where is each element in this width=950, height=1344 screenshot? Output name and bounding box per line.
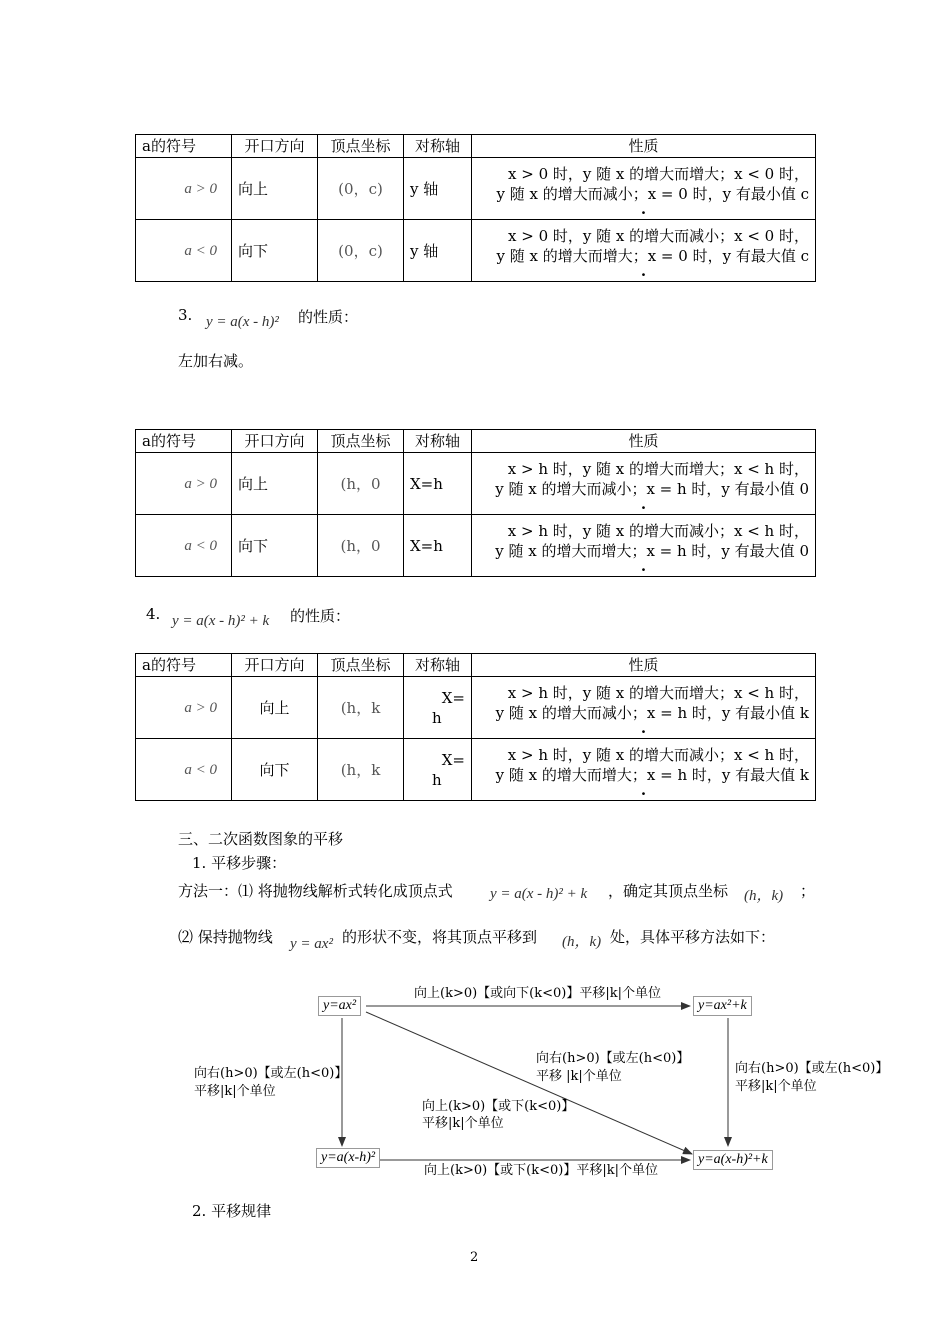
axis-line: h bbox=[432, 708, 442, 727]
vertex-cell: (h，k bbox=[318, 739, 404, 801]
header-axis: 对称轴 bbox=[404, 135, 472, 158]
section-3-number: 3. bbox=[178, 306, 193, 324]
translation-heading: 三、二次函数图象的平移 bbox=[178, 830, 344, 848]
label-left-2: 平移|k|个单位 bbox=[194, 1084, 276, 1099]
label-diagonal-1: 向右(h>0)【或左(h<0)】 bbox=[536, 1051, 690, 1066]
header-direction: 开口方向 bbox=[232, 654, 318, 677]
section-4-formula: y = a(x - h)² + k bbox=[172, 613, 270, 629]
step-2-label: 2. 平移规律 bbox=[192, 1202, 272, 1220]
property-line: x > 0 时，y 随 x 的增大而增大；x < 0 时， bbox=[508, 164, 809, 183]
header-axis: 对称轴 bbox=[404, 430, 472, 453]
method-2-mid: 的形状不变，将其顶点平移到 bbox=[342, 928, 538, 946]
label-middle-1: 向上(k>0)【或下(k<0)】 bbox=[422, 1099, 575, 1114]
property-line: x > h 时，y 随 x 的增大而增大；x < h 时， bbox=[507, 683, 809, 702]
method-2-vertex: (h，k) bbox=[562, 934, 602, 950]
box-y-vertex-form-hk: y=a(x-h)²+k bbox=[693, 1150, 773, 1170]
sign-cell: a < 0 bbox=[136, 739, 232, 801]
method-1-formula: y = a(x - h)² + k bbox=[490, 886, 588, 902]
method-2-prefix: ⑵ 保持抛物线 bbox=[178, 928, 273, 946]
sign-cell: a < 0 bbox=[136, 220, 232, 282]
axis-cell: y 轴 bbox=[404, 158, 472, 220]
vertex-cell: (0，c) bbox=[318, 220, 404, 282]
property-period: . bbox=[640, 556, 647, 575]
section-3-formula: y = a(x - h)² bbox=[206, 314, 279, 330]
axis-cell: y 轴 bbox=[404, 220, 472, 282]
property-line: y 随 x 的增大而减小；x = h 时，y 有最小值 0 bbox=[495, 479, 809, 498]
direction-cell: 向上 bbox=[232, 677, 318, 739]
property-line: y 随 x 的增大而增大；x = 0 时，y 有最大值 c bbox=[496, 246, 809, 265]
property-period: . bbox=[640, 780, 647, 799]
property-line: x > h 时，y 随 x 的增大而减小；x < h 时， bbox=[507, 521, 809, 540]
direction-cell: 向下 bbox=[232, 220, 318, 282]
header-property: 性质 bbox=[472, 654, 816, 677]
section-4-suffix: 的性质： bbox=[290, 607, 351, 625]
section-4-number: 4. bbox=[146, 605, 161, 623]
label-middle-2: 平移|k|个单位 bbox=[422, 1116, 504, 1131]
method-2-end: 处，具体平移方法如下： bbox=[610, 928, 776, 946]
method-1-vertex: (h，k) bbox=[744, 888, 784, 904]
direction-cell: 向下 bbox=[232, 515, 318, 577]
axis-line: X= bbox=[441, 750, 465, 769]
axis-cell: X=h bbox=[404, 515, 472, 577]
property-line: y 随 x 的增大而减小；x = 0 时，y 有最小值 c bbox=[496, 184, 809, 203]
axis-cell: X=h bbox=[404, 453, 472, 515]
property-line: y 随 x 的增大而减小；x = h 时，y 有最小值 k bbox=[495, 703, 809, 722]
property-period: . bbox=[640, 261, 647, 280]
method-1-prefix: 方法一：⑴ 将抛物线解析式转化成顶点式 bbox=[178, 882, 453, 900]
header-direction: 开口方向 bbox=[232, 135, 318, 158]
vertex-cell: (h，0 bbox=[318, 453, 404, 515]
property-line: y 随 x 的增大而增大；x = h 时，y 有最大值 0 bbox=[495, 541, 809, 560]
label-right-2: 平移|k|个单位 bbox=[735, 1079, 817, 1094]
method-2-formula: y = ax² bbox=[290, 936, 333, 952]
method-1-mid: ，确定其顶点坐标 bbox=[608, 882, 729, 900]
header-vertex: 顶点坐标 bbox=[318, 654, 404, 677]
header-sign: a的符号 bbox=[136, 135, 232, 158]
property-period: . bbox=[640, 494, 647, 513]
header-property: 性质 bbox=[472, 430, 816, 453]
sign-cell: a > 0 bbox=[136, 453, 232, 515]
step-1-label: 1. 平移步骤： bbox=[192, 854, 287, 872]
vertex-cell: (0，c) bbox=[318, 158, 404, 220]
header-axis: 对称轴 bbox=[404, 654, 472, 677]
property-line: x > h 时，y 随 x 的增大而增大；x < h 时， bbox=[507, 459, 809, 478]
property-period: . bbox=[640, 199, 647, 218]
header-sign: a的符号 bbox=[136, 430, 232, 453]
direction-cell: 向上 bbox=[232, 453, 318, 515]
label-diagonal-2: 平移 |k|个单位 bbox=[536, 1069, 622, 1084]
axis-line: X= bbox=[441, 688, 465, 707]
sign-cell: a > 0 bbox=[136, 677, 232, 739]
arrow-diagonal bbox=[366, 1012, 692, 1154]
sign-cell: a < 0 bbox=[136, 515, 232, 577]
property-line: x > 0 时，y 随 x 的增大而减小；x < 0 时， bbox=[508, 226, 809, 245]
direction-cell: 向上 bbox=[232, 158, 318, 220]
box-y-ax2: y=ax² bbox=[318, 996, 361, 1016]
label-right-1: 向右(h>0)【或左(h<0)】 bbox=[735, 1061, 889, 1076]
label-top: 向上(k>0)【或向下(k<0)】平移|k|个单位 bbox=[414, 986, 662, 1001]
sign-cell: a > 0 bbox=[136, 158, 232, 220]
vertex-cell: (h，0 bbox=[318, 515, 404, 577]
section-3-note: 左加右减。 bbox=[178, 352, 254, 370]
axis-line: h bbox=[432, 770, 442, 789]
header-vertex: 顶点坐标 bbox=[318, 135, 404, 158]
property-period: . bbox=[640, 718, 647, 737]
property-line: y 随 x 的增大而增大；x = h 时，y 有最大值 k bbox=[495, 765, 809, 784]
box-y-vertex-form-h: y=a(x-h)² bbox=[316, 1148, 380, 1168]
section-3-suffix: 的性质： bbox=[298, 308, 359, 326]
header-property: 性质 bbox=[472, 135, 816, 158]
box-y-ax2-plus-k: y=ax²+k bbox=[693, 996, 752, 1016]
label-bottom: 向上(k>0)【或下(k<0)】平移|k|个单位 bbox=[424, 1163, 659, 1178]
page-number: 2 bbox=[470, 1250, 479, 1265]
vertex-cell: (h，k bbox=[318, 677, 404, 739]
header-direction: 开口方向 bbox=[232, 430, 318, 453]
property-line: x > h 时，y 随 x 的增大而减小；x < h 时， bbox=[507, 745, 809, 764]
header-vertex: 顶点坐标 bbox=[318, 430, 404, 453]
label-left-1: 向右(h>0)【或左(h<0)】 bbox=[194, 1066, 348, 1081]
method-1-end: ； bbox=[800, 882, 816, 900]
direction-cell: 向下 bbox=[232, 739, 318, 801]
header-sign: a的符号 bbox=[136, 654, 232, 677]
